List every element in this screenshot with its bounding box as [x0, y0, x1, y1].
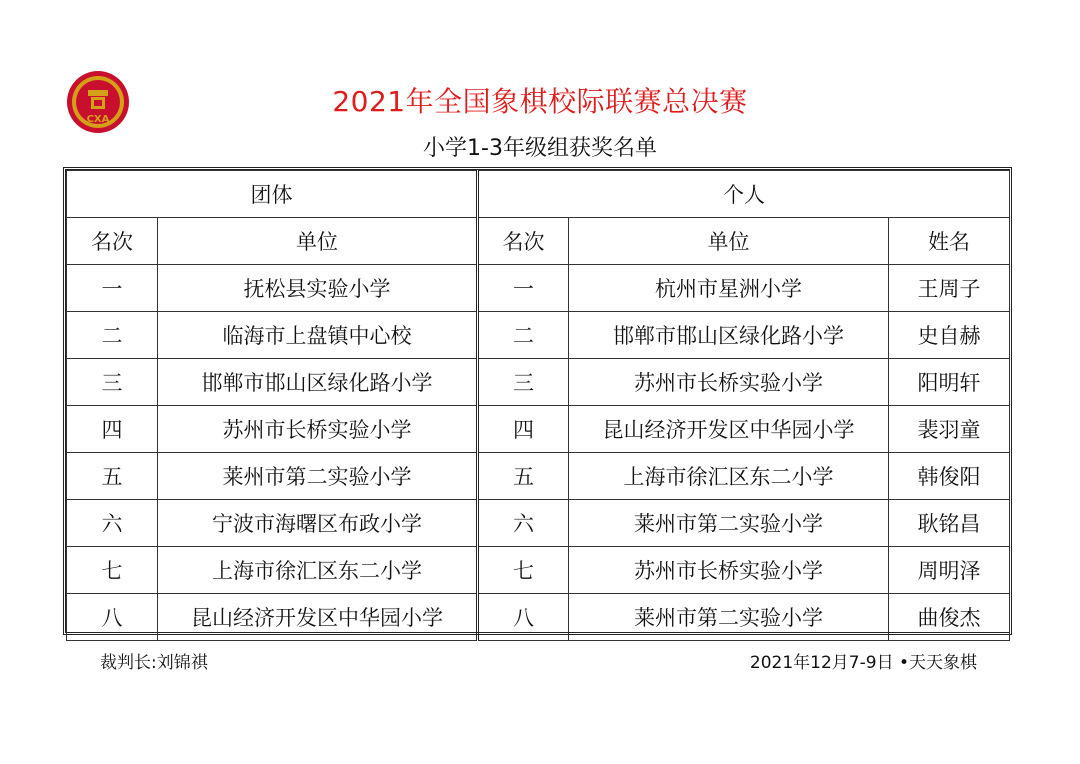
- ind-unit-cell: 邯郸市邯山区绿化路小学: [569, 312, 889, 359]
- ind-rank-cell: 七: [478, 547, 569, 594]
- table-row: [67, 312, 1010, 359]
- ind-name-cell: 周明泽: [889, 547, 1010, 594]
- col-ind-unit: 单位: [569, 218, 889, 265]
- team-rank-cell: 三: [67, 359, 158, 406]
- ind-rank-cell: 五: [478, 453, 569, 500]
- table-row: [67, 406, 1010, 453]
- ind-name-cell: 史自赫: [889, 312, 1010, 359]
- col-team-unit: 单位: [158, 218, 478, 265]
- awards-table: [63, 167, 1012, 635]
- team-unit-cell: 临海市上盘镇中心校: [158, 312, 478, 359]
- ind-unit-cell: 杭州市星洲小学: [569, 265, 889, 312]
- ind-unit-cell: 苏州市长桥实验小学: [569, 547, 889, 594]
- svg-text:CXA: CXA: [86, 114, 110, 125]
- ind-name-cell: 裴羽童: [889, 406, 1010, 453]
- ind-name-cell: 曲俊杰: [889, 594, 1010, 641]
- col-ind-name: 姓名: [889, 218, 1010, 265]
- ind-rank-cell: 二: [478, 312, 569, 359]
- col-team-rank: 名次: [67, 218, 158, 265]
- team-unit-cell: 苏州市长桥实验小学: [158, 406, 478, 453]
- date-source: 2021年12月7-9日 •天天象棋: [749, 653, 977, 673]
- ind-unit-cell: 上海市徐汇区东二小学: [569, 453, 889, 500]
- team-unit-cell: 莱州市第二实验小学: [158, 453, 478, 500]
- team-unit-cell: 昆山经济开发区中华园小学: [158, 594, 478, 641]
- table-row: [67, 547, 1010, 594]
- table-row: [67, 265, 1010, 312]
- page-subtitle: 小学1-3年级组获奖名单: [423, 136, 657, 161]
- ind-unit-cell: 苏州市长桥实验小学: [569, 359, 889, 406]
- ind-rank-cell: 八: [478, 594, 569, 641]
- team-unit-cell: 邯郸市邯山区绿化路小学: [158, 359, 478, 406]
- chief-referee: 裁判长:刘锦祺: [100, 653, 208, 673]
- team-group-header: 团体: [67, 171, 478, 218]
- table-row: [67, 359, 1010, 406]
- team-rank-cell: 八: [67, 594, 158, 641]
- ind-rank-cell: 四: [478, 406, 569, 453]
- table-row: [67, 500, 1010, 547]
- ind-unit-cell: 莱州市第二实验小学: [569, 594, 889, 641]
- team-rank-cell: 七: [67, 547, 158, 594]
- table-row: [67, 594, 1010, 641]
- ind-rank-cell: 一: [478, 265, 569, 312]
- team-unit-cell: 抚松县实验小学: [158, 265, 478, 312]
- ind-name-cell: 阳明轩: [889, 359, 1010, 406]
- ind-unit-cell: 昆山经济开发区中华园小学: [569, 406, 889, 453]
- ind-name-cell: 韩俊阳: [889, 453, 1010, 500]
- team-rank-cell: 一: [67, 265, 158, 312]
- ind-unit-cell: 莱州市第二实验小学: [569, 500, 889, 547]
- col-ind-rank: 名次: [478, 218, 569, 265]
- ind-rank-cell: 六: [478, 500, 569, 547]
- team-rank-cell: 五: [67, 453, 158, 500]
- ind-name-cell: 王周子: [889, 265, 1010, 312]
- team-unit-cell: 上海市徐汇区东二小学: [158, 547, 478, 594]
- team-unit-cell: 宁波市海曙区布政小学: [158, 500, 478, 547]
- page-title: 2021年全国象棋校际联赛总决赛: [332, 85, 748, 118]
- individual-group-header: 个人: [478, 171, 1010, 218]
- table-row: [67, 453, 1010, 500]
- ind-rank-cell: 三: [478, 359, 569, 406]
- team-rank-cell: 六: [67, 500, 158, 547]
- ind-name-cell: 耿铭昌: [889, 500, 1010, 547]
- team-rank-cell: 四: [67, 406, 158, 453]
- team-rank-cell: 二: [67, 312, 158, 359]
